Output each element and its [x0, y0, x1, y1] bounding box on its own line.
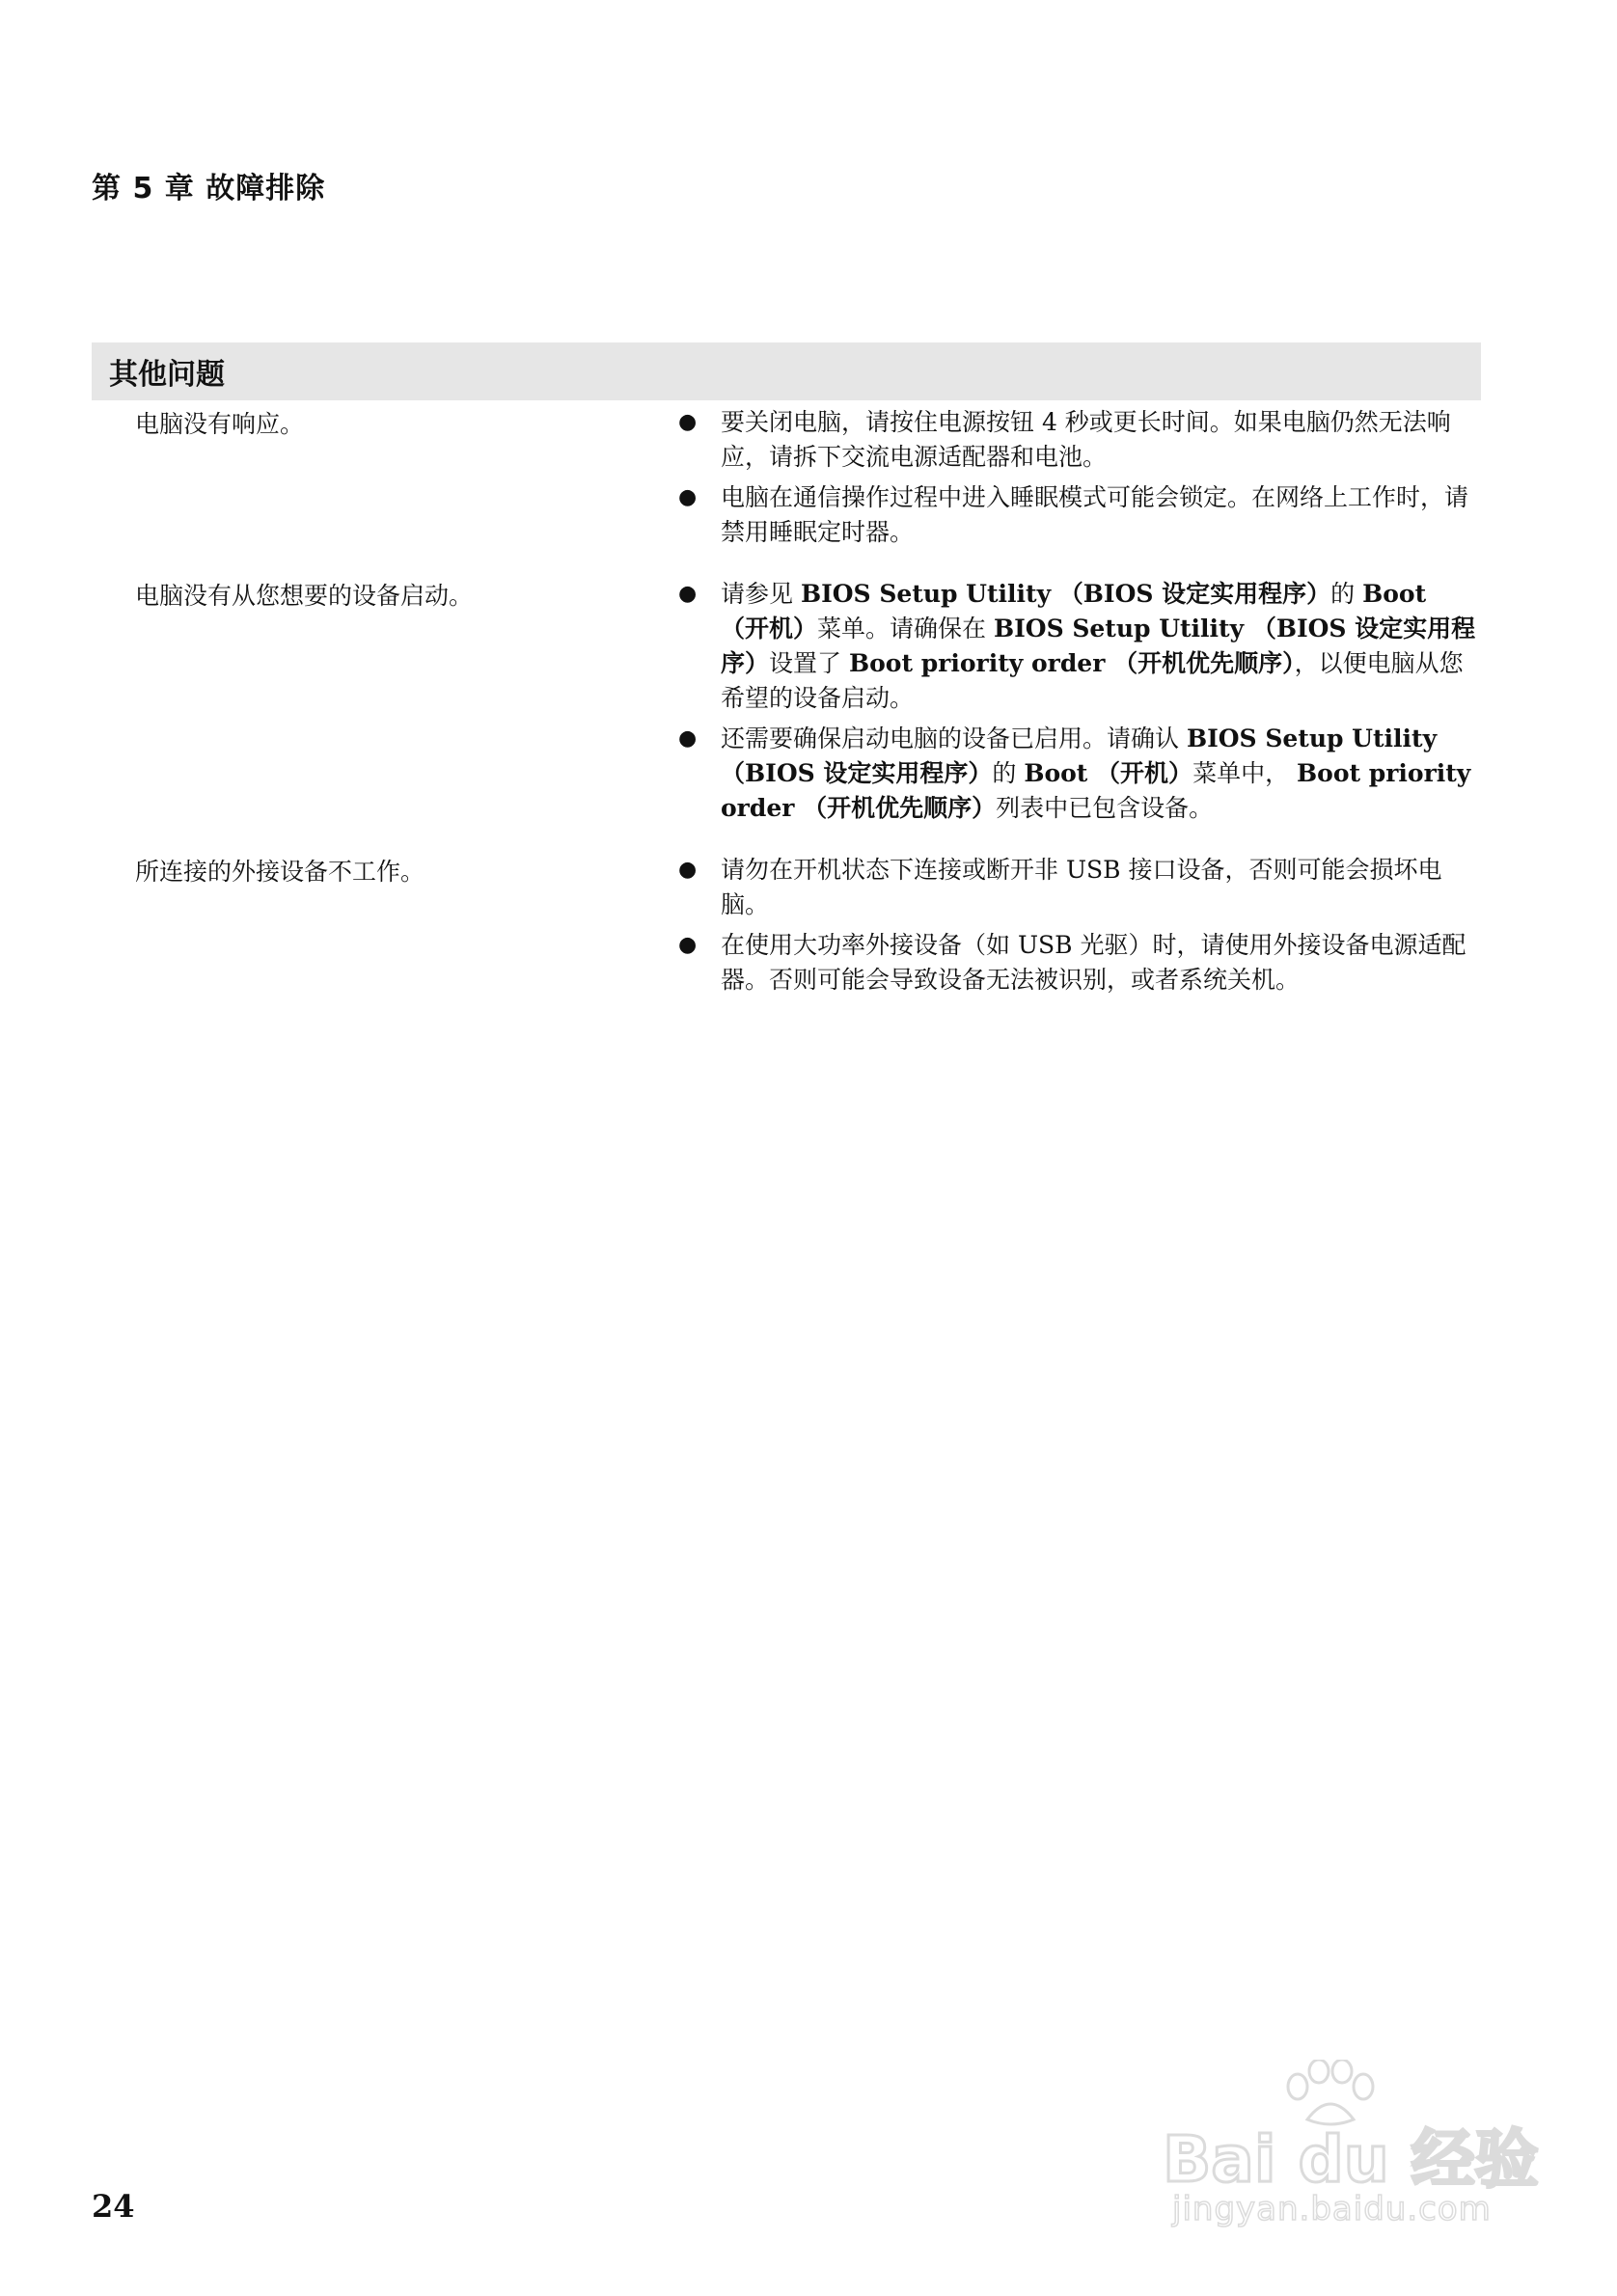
bold-term: Boot （开机）	[1024, 759, 1193, 787]
solution-text: 菜单中，	[1192, 759, 1298, 787]
solution-list	[555, 405, 1481, 556]
bullet-icon: ●	[678, 858, 698, 882]
solution-text: 在使用大功率外接设备（如 USB 光驱）时，请使用外接设备电源适配器。否则可能会导致设备无法被识别，或者系统关机。	[721, 931, 1466, 994]
baidu-watermark	[1153, 2060, 1539, 2228]
section-header	[92, 342, 1481, 400]
bullet-icon: ●	[678, 410, 698, 434]
solution-text: 请勿在开机状态下连接或断开非 USB 接口设备，否则可能会损坏电脑。	[721, 856, 1442, 918]
solution-item	[680, 722, 1481, 826]
solution-text: 菜单。请确保在	[817, 615, 994, 642]
solution-text: 电脑在通信操作过程中进入睡眠模式可能会锁定。在网络上工作时，请禁用睡眠定时器。	[721, 483, 1469, 546]
solution-list	[555, 577, 1481, 832]
section-title: 其他问题	[109, 358, 225, 392]
solution-text: ，以便电脑从您希望的设备启动。	[721, 649, 1464, 712]
bold-term: BIOS Setup Utility （BIOS 设定实用程序）	[721, 724, 1438, 787]
bold-term: Boot priority order （开机优先顺序）	[721, 759, 1471, 822]
solution-text: 的	[1330, 580, 1363, 608]
solution-item	[680, 480, 1481, 550]
solution-list	[555, 853, 1481, 1003]
table-row	[92, 853, 1481, 1003]
page-number: 24	[92, 2188, 135, 2225]
solution-item	[680, 928, 1481, 998]
solution-text: 还需要确保启动电脑的设备已启用。请确认	[721, 724, 1187, 752]
bold-term: Boot priority order （开机优先顺序）	[848, 649, 1295, 677]
troubleshooting-table	[92, 405, 1481, 1025]
problem-text: 所连接的外接设备不工作。	[135, 858, 425, 886]
solution-text: 设置了	[769, 649, 849, 677]
bold-term: BIOS Setup Utility （BIOS 设定实用程序）	[800, 580, 1331, 608]
bullet-icon: ●	[678, 726, 698, 751]
watermark-sub: jingyan.baidu.com	[1172, 2190, 1492, 2228]
solution-text: 请参见	[721, 580, 801, 608]
bold-term: BIOS Setup Utility （BIOS 设定实用程序）	[721, 615, 1476, 677]
chapter-title: 第 5 章 故障排除	[92, 172, 326, 205]
solution-text: 列表中已包含设备。	[996, 794, 1214, 822]
table-row	[92, 577, 1481, 832]
bullet-icon: ●	[678, 582, 698, 606]
bullet-icon: ●	[678, 933, 698, 957]
problem-text: 电脑没有响应。	[135, 410, 305, 438]
watermark-main: Bai du 经验	[1163, 2122, 1539, 2197]
solution-item	[680, 577, 1481, 716]
solution-text: 的	[992, 759, 1025, 787]
solution-item	[680, 405, 1481, 475]
solution-text: 要关闭电脑，请按住电源按钮 4 秒或更长时间。如果电脑仍然无法响应，请拆下交流电源适配器和电池。	[721, 408, 1451, 471]
table-row	[92, 405, 1481, 556]
bold-term: Boot （开机）	[721, 580, 1427, 642]
bullet-icon: ●	[678, 485, 698, 509]
problem-text: 电脑没有从您想要的设备启动。	[135, 582, 474, 610]
solution-item	[680, 853, 1481, 922]
